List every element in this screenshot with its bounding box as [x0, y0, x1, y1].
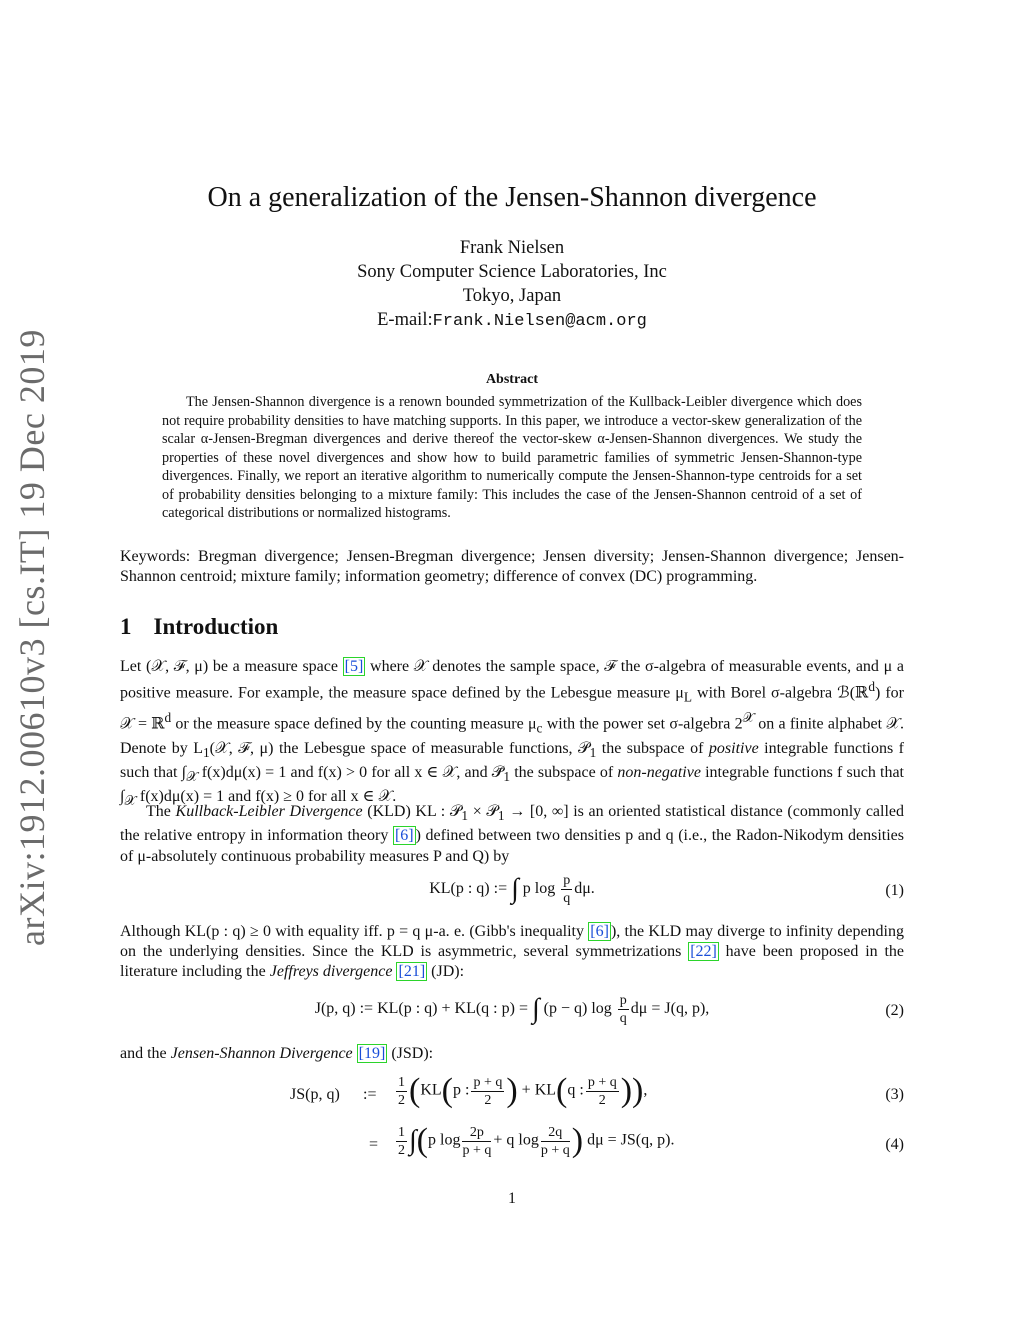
equation-number: (4)	[885, 1136, 904, 1153]
citation-link[interactable]: [22]	[690, 943, 717, 961]
equation-2: J(p, q) := KL(p : q) + KL(q : p) = ∫ (p − q) log $\frac{p}{q}$ dμ = J(q, p), (2)	[314, 993, 904, 1026]
author-affiliation: Sony Computer Science Laboratories, Inc	[357, 262, 667, 282]
equation-3: JS(p, q) := $\frac{1}{2}$ (KL(p : $\frac{p + q}{2}$ ) + KL(q : $\frac{p + q}{2}$ )), (3)	[290, 1072, 904, 1109]
equation-number: (3)	[885, 1086, 904, 1103]
abstract-text: The Jensen-Shannon divergence is a renown bounded symmetrization of the Kullback-Leibler divergence which does not require probability densities to have matching supports. In this paper, we introduce a vector-skew generalization of the scalar α-Jensen-Bregman divergences and derive thereof the vector-skew α-Jensen-Shannon divergences. We study the properties of these novel divergences and show how to build parametric families of symmetric Jensen-Shannon-type divergences. Finally, we report an iterative algorithm to numerically compute the Jensen-Shannon-type centroids for a set of probability densities belonging to a mixture family: This includes the case of the Jensen-Shannon centroid of a set of categorical distributions or normalized histograms.	[162, 394, 862, 521]
citation-link[interactable]: [6]	[590, 923, 609, 940]
author-email[interactable]: Frank.Nielsen@acm.org	[432, 312, 647, 331]
author-email-line	[120, 308, 904, 334]
email-label: E-mail:	[377, 310, 433, 330]
arxiv-identifier-stamp: arXiv:1912.00610v3 [cs.IT] 19 Dec 2019	[12, 329, 52, 946]
equation-number: (2)	[885, 1002, 904, 1019]
author-location: Tokyo, Japan	[462, 286, 562, 306]
citation-link[interactable]: [6]	[394, 827, 414, 845]
section-number: 1	[120, 614, 132, 639]
keywords: Keywords: Bregman divergence; Jensen-Bregman divergence; Jensen diversity; Jensen-Shannon divergence; Jensen-Shannon centroid; mixture family; information geometry; difference of convex (DC) programming.	[120, 548, 904, 585]
paragraph-symmetrizations: Although KL(p : q) ≥ 0 with equality iff. p = q μ-a. e. (Gibb's inequality [6] ), the KLD may diverge to infinity depending on the underlying densities. Since the KLD is asymmetric, several symmetrizations [22] have been proposed in the literature including the Jeffreys divergence [21] (JD):	[120, 923, 904, 981]
paragraph-measure-space: Let (𝒳, ℱ, μ) be a measure space [5] where 𝒳 denotes the sample space, ℱ the σ-algebra of measurable events, and μ a positive measure. For example, the measure space defined by the Lebesgue measure $\mu_L$ with Borel σ-algebra ℬ(ℝ$^d$) for 𝒳 = ℝ$^d$ or the measure space defined by the counting measure $\mu_c$ with the power set σ-algebra $2^𝒳$ on a finite alphabet 𝒳. Denote by $L_1(𝒳$, ℱ, μ) the Lebesgue space of measurable functions, 𝒫$_1$ the subspace of positive integrable functions f such that $\int_𝒳$ f(x)dμ(x) = 1 and f(x) > 0 for all x ∈ 𝒳, and $𝒫̄_1$ the subspace of non-negative integrable functions f such that $\int_𝒳$ f(x)dμ(x) = 1 and f(x) ≥ 0 for all x ∈ 𝒳.	[120, 658, 905, 809]
paper-title: On a generalization of the Jensen-Shannon divergence	[207, 182, 817, 213]
equation-1: KL(p : q) := ∫ p log $\frac{p}{q}$ dμ. (1)	[429, 873, 904, 906]
equation-number: (1)	[885, 882, 904, 899]
page-number: 1	[508, 1190, 516, 1207]
author-block	[120, 236, 904, 334]
section-heading	[120, 614, 904, 640]
author-name: Frank Nielsen	[459, 238, 565, 258]
section-title: Introduction	[153, 614, 279, 639]
paragraph-kld-definition: The Kullback-Leibler Divergence (KLD) KL : 𝒫$_1$ × 𝒫$_1$ → [0, ∞] is an oriented statistical distance (commonly called the relative entropy in information theory [6] ) defined between two densities p and q (i.e., the Radon-Nikodym densities of μ-absolutely continuous probability measures P and Q) by	[120, 803, 905, 865]
paragraph-jsd-intro: and the Jensen-Shannon Divergence [19] (JSD):	[120, 1045, 434, 1062]
citation-link[interactable]: [19]	[358, 1045, 386, 1062]
citation-link[interactable]: [21]	[398, 963, 426, 981]
equation-4: = $\frac{1}{2}$ ∫(p log $\frac{2p}{p + q}$ + q log $\frac{2q}{p + q}$ ) dμ = JS(q, p). (4)	[369, 1122, 904, 1159]
abstract-heading: Abstract	[485, 372, 539, 387]
citation-link[interactable]: [5]	[344, 658, 364, 675]
